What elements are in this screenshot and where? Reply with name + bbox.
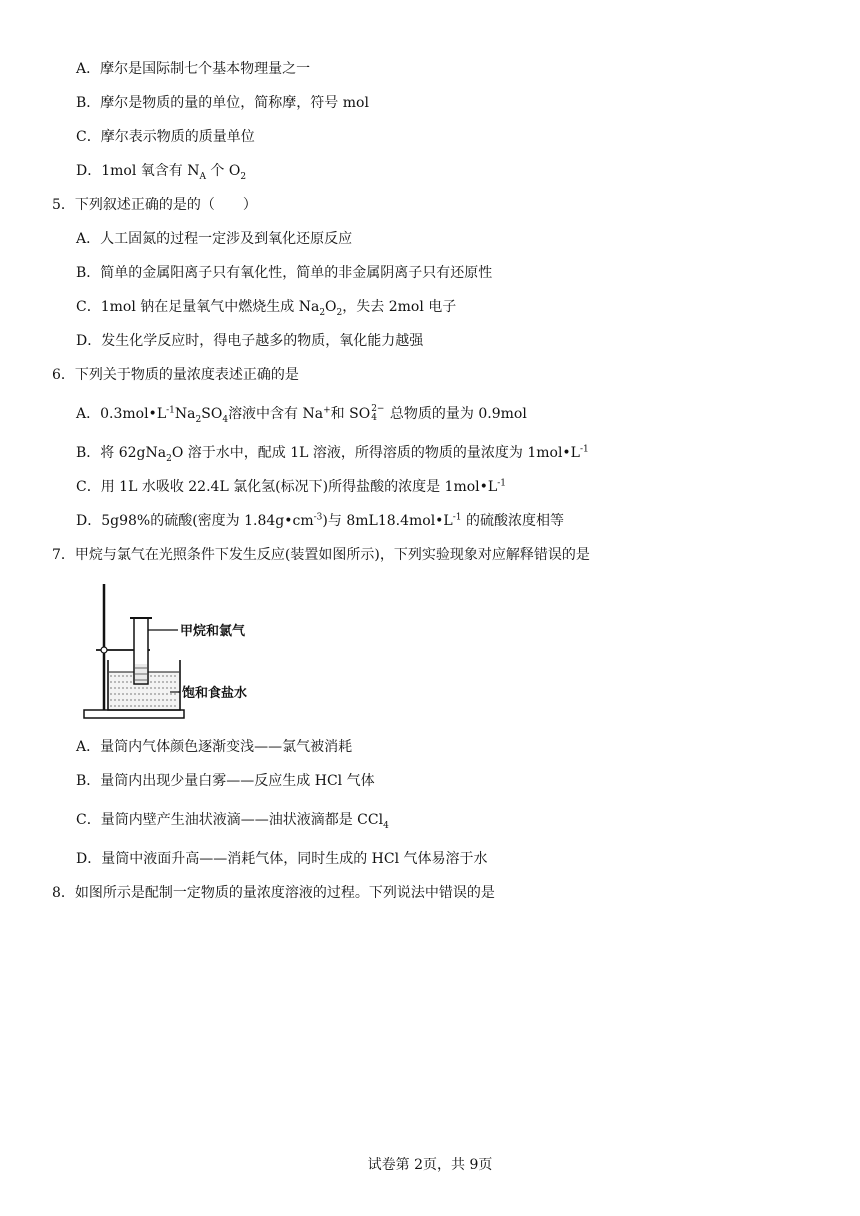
q5-option-d: D．发生化学反应时，得电子越多的物质，氧化能力越强	[76, 333, 424, 349]
q7-option-d: D．量筒中液面升高——消耗气体，同时生成的 HCl 气体易溶于水	[76, 851, 488, 867]
q4-option-a: A．摩尔是国际制七个基本物理量之一	[76, 61, 311, 77]
q7-option-c: C．量筒内壁产生油状液滴——油状液滴都是 CCl$_4$	[76, 812, 389, 831]
apparatus-figure	[82, 582, 282, 724]
q6-option-c: C．用 1L 水吸收 22.4L 氯化氢(标况下)所得盐酸的浓度是 $1mol•L^{-1}$	[76, 478, 506, 495]
q5-option-c: C．1mol 钠在足量氧气中燃烧生成 $Na_2O_2$，失去 2mol 电子	[76, 299, 457, 318]
q6-option-a: A．$0.3mol•L^{-1}Na_2SO_4$溶液中含有 Na+和 SO 2− 4 总物质的量为 0.9mol	[76, 404, 527, 425]
q6-option-b: B．将 62gNa$_2$O 溶于水中，配成 1L 溶液，所得溶质的物质的量浓度为 $1mol•L^{-1}$	[76, 444, 589, 464]
q7-option-a: A．量筒内气体颜色逐渐变浅——氯气被消耗	[76, 739, 353, 755]
q4-option-c: C．摩尔表示物质的质量单位	[76, 129, 255, 145]
q4-option-d: D．1mol 氧含有 $N_A$ 个 $O_2$	[76, 163, 247, 182]
q4-option-b: B．摩尔是物质的量的单位，简称摩，符号 mol	[76, 95, 369, 111]
q7-option-b: B．量筒内出现少量白雾——反应生成 HCl 气体	[76, 773, 375, 789]
q5-stem: 5．下列叙述正确的是的（ ）	[52, 197, 257, 213]
q8-stem: 8．如图所示是配制一定物质的量浓度溶液的过程。下列说法中错误的是	[52, 885, 495, 901]
sulfate-charge: 2− 4	[371, 404, 385, 423]
q6-stem: 6．下列关于物质的量浓度表述正确的是	[52, 367, 299, 383]
q5-option-b: B．简单的金属阳离子只有氧化性，简单的非金属阴离子只有还原性	[76, 265, 493, 281]
q7-stem: 7．甲烷与氯气在光照条件下发生反应(装置如图所示)，下列实验现象对应解释错误的是	[52, 547, 590, 563]
q6-option-d: D．5g98%的硫酸(密度为 $1.84g•cm^{-3}$)与 $8mL18.4mol•L^{-1}$ 的硫酸浓度相等	[76, 512, 564, 529]
page-footer: 试卷第 2页，共 9页	[367, 1157, 493, 1173]
figure-label-methane-chlorine: 甲烷和氯气	[180, 623, 246, 638]
figure-label-saline: 饱和食盐水	[182, 685, 248, 700]
q5-option-a: A．人工固氮的过程一定涉及到氧化还原反应	[76, 231, 353, 247]
